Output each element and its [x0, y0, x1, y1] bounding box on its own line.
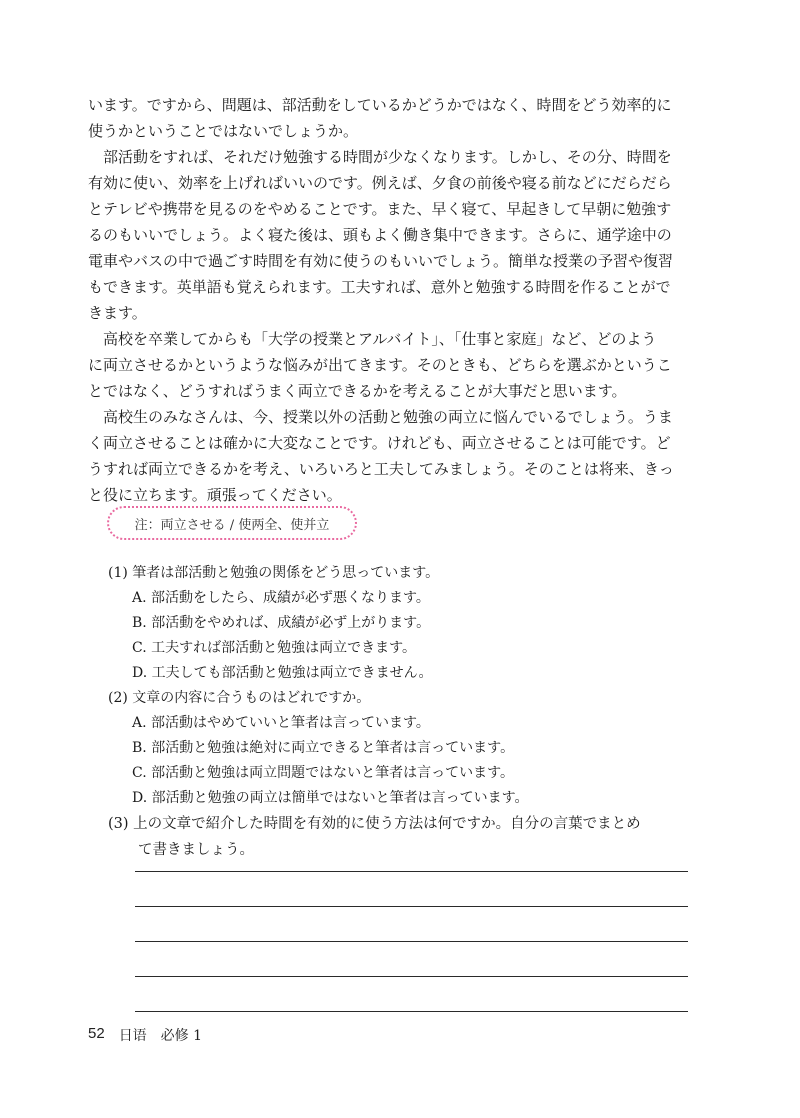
question-1-option-a: A. 部活動をしたら、成績が必ず悪くなります。 [132, 590, 430, 606]
question-2-option-a: A. 部活動はやめていいと筆者は言っています。 [132, 715, 430, 731]
question-1-option-d: D. 工夫しても部活動と勉強は両立できません。 [132, 665, 433, 681]
text-line: 使うかということではないでしょうか。 [88, 122, 359, 140]
text-line: もできます。英単語も覚えられます。工夫すれば、意外と勉強する時間を作ることがで [88, 278, 671, 296]
book-title: 日语 必修 1 [118, 1028, 203, 1044]
text-line: く両立させることは確かに大変なことです。けれども、両立させることは可能です。ど [88, 434, 671, 452]
text-line: うすれば両立できるかを考え、いろいろと工夫してみましょう。そのことは将来、きっ [88, 460, 674, 478]
page-number: 52 [88, 1025, 105, 1042]
reading-passage [88, 92, 703, 508]
answer-line[interactable] [135, 1011, 688, 1012]
text-line: 有効に使い、効率を上げればいいのです。例えば、夕食の前後や寝る前などにだらだら [88, 174, 672, 192]
answer-area [135, 871, 688, 1046]
question-2-option-c: C. 部活動と勉強は両立問題ではないと筆者は言っています。 [132, 765, 514, 781]
page-footer [88, 1025, 202, 1045]
paragraph-3 [88, 326, 703, 404]
text-line: きます。 [88, 304, 147, 322]
question-3-line-2: て書きましょう。 [138, 842, 254, 858]
answer-line[interactable] [135, 976, 688, 977]
text-line: います。ですから、問題は、部活動をしているかどうかではなく、時間をどう効率的に [88, 96, 672, 114]
paragraph-4 [88, 404, 703, 508]
text-line: 部活動をすれば、それだけ勉強する時間が少なくなります。しかし、その分、時間を [88, 148, 672, 166]
question-2-option-d: D. 部活動と勉強の両立は簡単ではないと筆者は言っています。 [132, 790, 529, 806]
text-line: と役に立ちます。頑張ってください。 [88, 486, 342, 504]
text-line: 電車やバスの中で過ごす時間を有効に使うのもいいでしょう。簡単な授業の予習や復習 [88, 252, 674, 270]
text-line: るのもいいでしょう。よく寝た後は、頭もよく働き集中できます。さらに、通学途中の [88, 226, 672, 244]
question-2-option-b: B. 部活動と勉強は絶対に両立できると筆者は言っています。 [132, 740, 515, 756]
text-line: 高校生のみなさんは、今、授業以外の活動と勉強の両立に悩んでいるでしょう。うま [88, 408, 673, 426]
answer-line[interactable] [135, 941, 688, 942]
text-line: とテレビや携帯を見るのをやめることです。また、早く寝て、早起きして早朝に勉強す [88, 200, 672, 218]
paragraph-1 [88, 92, 703, 144]
text-line: とではなく、どうすればうまく両立できるかを考えることが大事だと思います。 [88, 382, 627, 400]
answer-line[interactable] [135, 906, 688, 907]
answer-line[interactable] [135, 871, 688, 872]
question-1: (1) 筆者は部活動と勉強の関係をどう思っています。 [108, 565, 440, 581]
text-line: 高校を卒業してからも「大学の授業とアルバイト」、「仕事と家庭」など、どのよう [88, 330, 657, 348]
question-1-option-b: B. 部活動をやめれば、成績が必ず上がります。 [132, 615, 431, 631]
question-2: (2) 文章の内容に合うものはどれですか。 [108, 690, 371, 706]
question-section [108, 561, 708, 863]
note-text: 注：両立させる / 使两全、使并立 [134, 517, 330, 533]
vocabulary-note [107, 506, 357, 540]
text-line: に両立させるかというような悩みが出てきます。そのときも、どちらを選ぶかというこ [88, 356, 672, 374]
question-3 [108, 811, 708, 863]
question-1-option-c: C. 工夫すれば部活動と勉強は両立できます。 [132, 640, 416, 656]
paragraph-2 [88, 144, 703, 326]
question-3-line-1: (3) 上の文章で紹介した時間を有効的に使う方法は何ですか。自分の言葉でまとめ [108, 816, 641, 832]
